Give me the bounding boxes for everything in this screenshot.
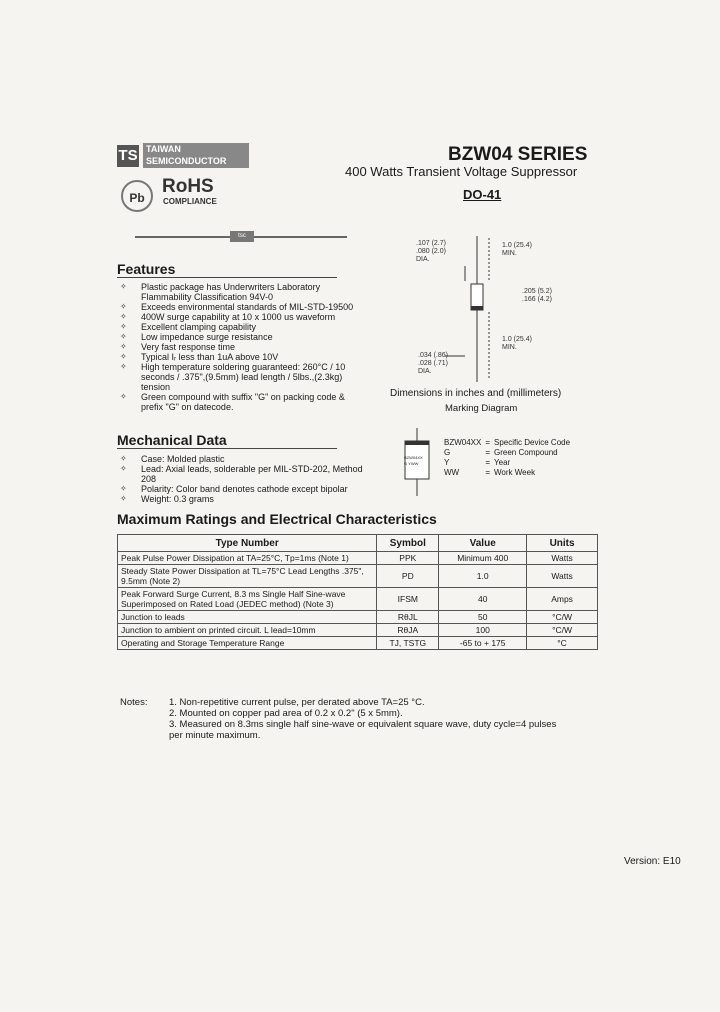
page-subtitle: 400 Watts Transient Voltage Suppressor bbox=[345, 164, 578, 179]
dim-text: .080 (2.0) bbox=[416, 248, 446, 255]
table-header-row bbox=[118, 535, 598, 552]
unit-cell: °C/W bbox=[527, 624, 598, 637]
marking-legend bbox=[444, 438, 574, 478]
legend-code: WW bbox=[444, 468, 460, 477]
legend-row bbox=[444, 458, 574, 468]
features-rule bbox=[117, 277, 337, 278]
dim-text: .205 (5.2) bbox=[522, 288, 552, 295]
dim-lead-length-bottom bbox=[502, 336, 532, 352]
legend-row bbox=[444, 468, 574, 478]
dim-lead-length-top bbox=[502, 242, 532, 258]
list-item: ✧ Excellent clamping capability bbox=[117, 322, 367, 332]
legend-eq: = bbox=[485, 438, 491, 447]
ratings-table bbox=[117, 534, 598, 650]
legend-eq: = bbox=[485, 458, 491, 467]
unit-cell: Watts bbox=[527, 552, 598, 565]
marking-chip-text bbox=[404, 455, 423, 467]
mechanical-title: Mechanical Data bbox=[117, 432, 227, 448]
dim-body-length bbox=[522, 288, 552, 304]
dim-text: 1.0 (25.4) bbox=[502, 336, 532, 343]
compliance-label: COMPLIANCE bbox=[163, 197, 217, 206]
unit-cell: °C/W bbox=[527, 611, 598, 624]
unit-cell: Amps bbox=[527, 588, 598, 611]
list-item: ✧ Polarity: Color band denotes cathode except bipolar bbox=[117, 484, 367, 494]
dim-text: .166 (4.2) bbox=[522, 296, 552, 303]
table-row bbox=[118, 588, 598, 611]
list-item: ✧ 400W surge capability at 10 x 1000 us waveform bbox=[117, 312, 367, 322]
dim-text: .028 (.71) bbox=[418, 360, 448, 367]
list-item: ✧ Low impedance surge resistance bbox=[117, 332, 367, 342]
col-header: Units bbox=[527, 535, 598, 552]
col-header: Type Number bbox=[118, 535, 377, 552]
dim-lead-dia bbox=[416, 240, 446, 264]
legend-eq: = bbox=[485, 448, 491, 457]
cathode-band bbox=[471, 306, 483, 310]
dim-text: DIA. bbox=[416, 256, 430, 263]
param-cell: Operating and Storage Temperature Range bbox=[118, 637, 377, 650]
value-cell: Minimum 400 bbox=[439, 552, 527, 565]
legend-row bbox=[444, 438, 574, 448]
legend-desc: Year bbox=[494, 458, 511, 467]
page-title: BZW04 SERIES bbox=[448, 144, 588, 165]
dimensions-caption: Dimensions in inches and (millimeters) bbox=[390, 388, 562, 399]
features-title: Features bbox=[117, 261, 176, 277]
symbol-cell: IFSM bbox=[377, 588, 439, 611]
legend-code: BZW04XX bbox=[444, 438, 482, 447]
dim-text: MIN. bbox=[502, 344, 517, 351]
unit-cell: °C bbox=[527, 637, 598, 650]
table-row bbox=[118, 552, 598, 565]
col-header: Symbol bbox=[377, 535, 439, 552]
legend-desc: Specific Device Code bbox=[494, 438, 571, 447]
part-photo-body: tsc bbox=[230, 231, 254, 242]
list-item: ✧ Lead: Axial leads, solderable per MIL-STD-202, Method 208 bbox=[117, 464, 367, 484]
package-label: DO-41 bbox=[463, 187, 502, 202]
legend-eq: = bbox=[485, 468, 491, 477]
list-item: ✧ Exceeds environmental standards of MIL-STD-19500 bbox=[117, 302, 367, 312]
symbol-cell: TJ, TSTG bbox=[377, 637, 439, 650]
value-cell: 1.0 bbox=[439, 565, 527, 588]
dim-text: DIA. bbox=[418, 368, 432, 375]
version-label: Version: E10 bbox=[624, 856, 681, 867]
marking-band bbox=[405, 441, 429, 445]
param-cell: Junction to leads bbox=[118, 611, 377, 624]
list-item: ✧ Plastic package has Underwriters Laboratory Flammability Classification 94V-0 bbox=[117, 282, 367, 302]
param-cell: Junction to ambient on printed circuit. L lead=10mm bbox=[118, 624, 377, 637]
dim-wire-dia bbox=[418, 352, 448, 376]
logo-line-2: SEMICONDUCTOR bbox=[146, 156, 227, 166]
mechanical-list bbox=[117, 454, 367, 504]
symbol-cell: RθJL bbox=[377, 611, 439, 624]
list-item: ✧ Weight: 0.3 grams bbox=[117, 494, 367, 504]
logo-mark: TS bbox=[117, 145, 139, 167]
unit-cell: Watts bbox=[527, 565, 598, 588]
note-item: 2. Mounted on copper pad area of 0.2 x 0.2" (5 x 5mm). bbox=[169, 708, 403, 719]
ratings-title: Maximum Ratings and Electrical Characteristics bbox=[117, 511, 437, 527]
dim-text: 1.0 (25.4) bbox=[502, 242, 532, 249]
chip-line: G YWW bbox=[404, 461, 419, 466]
legend-code: Y bbox=[444, 458, 450, 467]
note-item: 1. Non-repetitive current pulse, per derated above TA=25 °C. bbox=[169, 697, 425, 708]
list-item: ✧ Case: Molded plastic bbox=[117, 454, 367, 464]
logo-line-1: TAIWAN bbox=[146, 144, 181, 154]
company-logo bbox=[117, 143, 249, 168]
features-list bbox=[117, 282, 367, 412]
symbol-cell: PPK bbox=[377, 552, 439, 565]
symbol-cell: RθJA bbox=[377, 624, 439, 637]
legend-row bbox=[444, 448, 574, 458]
dim-text: .107 (2.7) bbox=[416, 240, 446, 247]
param-cell: Steady State Power Dissipation at TL=75°C Lead Lengths .375", 9.5mm (Note 2) bbox=[118, 565, 377, 588]
list-item: ✧ Green compound with suffix "G" on packing code & prefix "G" on datecode. bbox=[117, 392, 367, 412]
list-item: ✧ High temperature soldering guaranteed: 260°C / 10 seconds / .375",(9.5mm) lead length / 5lbs.,(2.3kg) tension bbox=[117, 362, 367, 392]
value-cell: 40 bbox=[439, 588, 527, 611]
legend-desc: Green Compound bbox=[494, 448, 558, 457]
note-item: 3. Measured on 8.3ms single half sine-wave or equivalent square wave, duty cycle=4 pulses per minute maximum. bbox=[169, 719, 557, 741]
table-row bbox=[118, 637, 598, 650]
rohs-label: RoHS bbox=[162, 176, 214, 197]
table-row bbox=[118, 624, 598, 637]
list-item: ✧ Very fast response time bbox=[117, 342, 367, 352]
legend-desc: Work Week bbox=[494, 468, 536, 477]
legend-code: G bbox=[444, 448, 451, 457]
symbol-cell: PD bbox=[377, 565, 439, 588]
table-row bbox=[118, 565, 598, 588]
logo-text bbox=[143, 143, 249, 168]
value-cell: 50 bbox=[439, 611, 527, 624]
notes-label: Notes: bbox=[120, 697, 148, 708]
value-cell: -65 to + 175 bbox=[439, 637, 527, 650]
param-cell: Peak Pulse Power Dissipation at TA=25°C, Tp=1ms (Note 1) bbox=[118, 552, 377, 565]
param-cell: Peak Forward Surge Current, 8.3 ms Single Half Sine-wave Superimposed on Rated Load (JEDEC method) (Note 3) bbox=[118, 588, 377, 611]
value-cell: 100 bbox=[439, 624, 527, 637]
table-row bbox=[118, 611, 598, 624]
mechanical-rule bbox=[117, 448, 337, 449]
dim-text: MIN. bbox=[502, 250, 517, 257]
col-header: Value bbox=[439, 535, 527, 552]
dim-text: .034 (.86) bbox=[418, 352, 448, 359]
chip-line: BZW04XX bbox=[404, 455, 423, 460]
list-item: ✧ Typical Iᵣ less than 1uA above 10V bbox=[117, 352, 367, 362]
notes-list bbox=[169, 697, 569, 741]
marking-title: Marking Diagram bbox=[445, 403, 518, 414]
pb-free-badge: Pb bbox=[121, 180, 153, 212]
